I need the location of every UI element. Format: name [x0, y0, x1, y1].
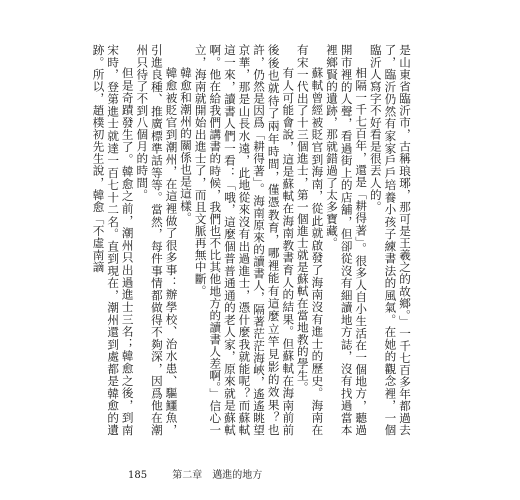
paragraph: 有人可能會說，這是蘇軾在海南教書育人的結果。但蘇軾在海南前前後後也就待了兩年時間，僅憑教育，哪裡能有這麼立竿見影的效果？也許，仍然是因爲「耕得著」。海南原來的讀書人，隔著茫茫海峽，遙遙眺望京華，那是山長水遠，此地從來沒有出過進士，憑什麼我就能呢？而蘇軾這一來，讀書人們一看：「哦，這麼個普普通通的老人家，原來就是蘇軾啊。他在給我們講書的時候，我們也不比其他地方的讀書人差啊。」信心一立，海南就開始出進士了，而且文脈再無中斷。 — [193, 44, 296, 436]
paragraph: 韓愈和潮州的關係也是這樣。 — [179, 67, 194, 224]
paragraph: 韓愈被貶官到潮州，在這裡做了很多事：辦學校、治水患、驅鱷魚，引進良種、推廣標準話等等。當然，每件事情都做得不夠深，因爲他在潮州只待了不到八個月的時間。 — [135, 44, 179, 436]
chapter-title: 第二章 邁進的地方 — [172, 470, 263, 481]
body-text — [91, 44, 412, 436]
paragraph: 蘇軾曾經被貶官到海南，從此就啟發了海南沒有進士的歷史。海南在有宋一代出了十三個進士，第一個進士就是蘇軾在當地教的學生。 — [295, 44, 325, 436]
page-number: 185 — [128, 470, 148, 481]
paragraph: 相隔一千七百年，還是「耕得著」。很多人自小生活在一個地方，聽過開市裡的人聲，看過街上的店舖，但卻從沒有細讀地方誌，沒有找過當本裡鄉賢的遺跡，那就錯過了太多寶藏。 — [325, 44, 369, 436]
page-footer — [128, 466, 262, 481]
paragraph: 但是奇蹟發生了。韓愈之前，潮州只出過進士三名；韓愈之後，到南宋時，登第進士就達一百七十二名。直到現在，潮州還到處都是韓愈的遺跡。所以，趙樸初先生說，韓愈「不虛南謫 — [91, 44, 135, 436]
paragraph: 是山東省臨沂市，古稱琅琊，那可是王羲之的故鄉。」一千七百多年都過去了，臨沂仍然有家家戶戶培養小孩子練書法的風氣。在她的觀念裡，一個臨沂人寫字不好看是很丟人的。 — [368, 44, 412, 436]
